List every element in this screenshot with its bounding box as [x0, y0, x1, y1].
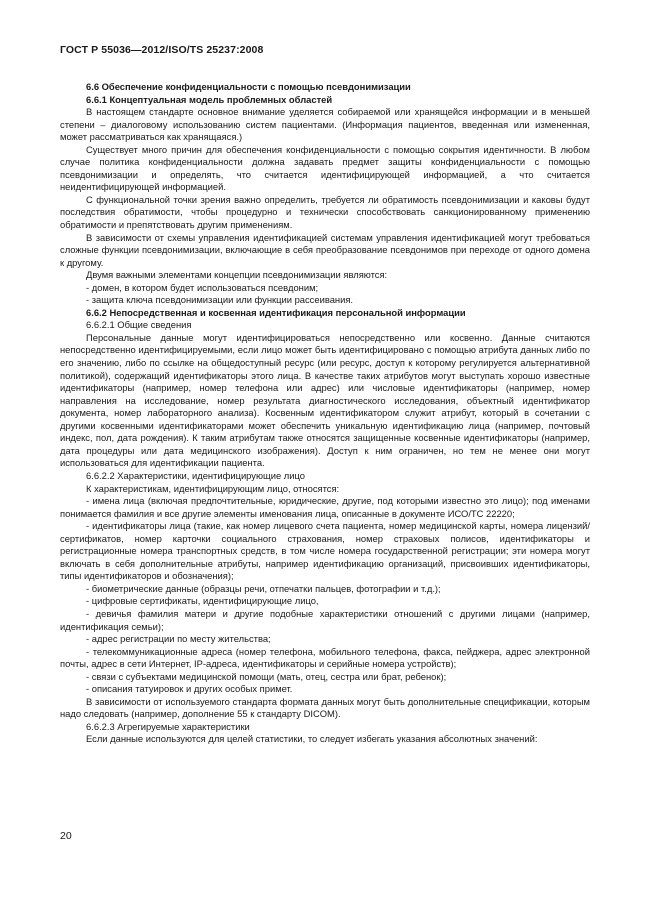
list-item: - телекоммуникационные адреса (номер телефона, мобильного телефона, факса, пейджера, адрес электронной почты, адрес в сети Интернет, IP-адреса, идентификаторы и серийные номера устройств);	[60, 645, 590, 670]
page-body	[60, 81, 590, 746]
list-item: - защита ключа псевдонимизации или функции рассеивания.	[86, 294, 354, 306]
document-header: ГОСТ Р 55036—2012/ISO/TS 25237:2008	[60, 44, 264, 56]
list-item: - девичья фамилия матери и другие подобные характеристики отношений с другими лицами (например, идентификация семьи);	[60, 607, 590, 632]
list-item: - биометрические данные (образцы речи, отпечатки пальцев, фотографии и т.д.);	[86, 582, 441, 594]
list-item: - идентификаторы лица (такие, как номер лицевого счета пациента, номер медицинской карты, номера лицензий/сертификатов, номер карточки социального страхования, номер страховых полисов, идентификаторы и регистрационные номера транспортных средств, в том числе номера государственной регистрации; эти номера могут включать в себя дополнительные атрибуты, например идентификацию организаций, присвоивших идентификаторы, типы идентификаторов и обозначения);	[60, 520, 590, 582]
section-heading-6-6: 6.6 Обеспечение конфиденциальности с помощью псевдонимизации	[86, 81, 411, 92]
section-heading-6-6-2: 6.6.2 Непосредственная и косвенная идентификация персональной информации	[86, 306, 466, 318]
paragraph: Если данные используются для целей статистики, то следует избегать указания абсолютных значений:	[86, 733, 538, 745]
subsection-heading: 6.6.2.3 Агрегируемые характеристики	[86, 720, 250, 732]
list-item: - домен, в котором будет использоваться псевдоним;	[86, 281, 319, 293]
list-item: - адрес регистрации по месту жительства;	[86, 633, 271, 645]
list-item: - имена лица (включая предпочтительные, юридические, другие, под которыми известно это лицо); под именами понимается фамилия и все другие элементы именования лица, описанные в документе ИСО/ТС 22220;	[60, 495, 590, 519]
list-item: - цифровые сертификаты, идентифицирующие лицо,	[86, 595, 319, 607]
paragraph: В зависимости от схемы управления идентификацией системам управления идентификацией могут требоваться сложные функции псевдонимизации, включающие в себя преобразование псевдонимов при переходе от одного домена к другому.	[60, 231, 590, 268]
paragraph: К характеристикам, идентифицирующим лицо, относятся:	[86, 482, 340, 494]
paragraph: Существует много причин для обеспечения конфиденциальности с помощью сокрытия идентичности. В любом случае политика конфиденциальности должна задавать предмет защиты конфиденциальности с помощью псевдонимизации и определять, что считается идентифицирующей информацией, а что считается неидентифицирующей информацией.	[60, 143, 590, 193]
paragraph: В настоящем стандарте основное внимание уделяется собираемой или хранящейся информации и в меньшей степени – диалоговому использованию систем пациентами. (Информация пациентов, введенная или измененная, может рассматриваться как хранящаяся.)	[60, 106, 590, 143]
paragraph: С функциональной точки зрения важно определить, требуется ли обратимость псевдонимизации и каковы будут последствия обратимости, чтобы процедурно и технически способствовать санкционированному применению обратимости и препятствовать другим применениям.	[60, 193, 590, 231]
paragraph: Персональные данные могут идентифицироваться непосредственно или косвенно. Данные считаются непосредственно идентифицируемыми, если лицо может быть идентифицировано с помощью атрибута данных либо по его значению, либо по ссылке на общедоступный ресурс (или ресурс, доступ к которому регулируется альтернативной политикой), содержащий идентификаторы этого лица. В качестве таких атрибутов могут выступать хорошо известные идентификаторы (например, номер телефона или адрес) или числовые идентификаторы (например, номер направления на исследование, номер результата диагностического исследования, объектный идентификатор документа, номер лабораторного анализа). Косвенным идентификатором служит атрибут, который в сочетании с другими косвенными идентификаторами может обеспечить уникальную идентификацию лица (например, почтовый индекс, пол, дата рождения). К таким атрибутам также относятся защищенные косвенные идентификаторы (например, дата процедуры или дата медицинского изображения). Доступ к ним ограничен, но тем не менее они могут использоваться для идентификации пациента.	[60, 331, 590, 469]
paragraph: Двумя важными элементами концепции псевдонимизации являются:	[86, 269, 388, 281]
subsection-heading: 6.6.2.1 Общие сведения	[86, 319, 192, 331]
subsection-heading: 6.6.2.2 Характеристики, идентифицирующие лицо	[86, 469, 305, 481]
paragraph: В зависимости от используемого стандарта формата данных могут быть дополнительные спецификации, которым надо следовать (например, дополнение 55 к стандарту DICOM).	[60, 695, 590, 720]
list-item: - связи с субъектами медицинской помощи (мать, отец, сестра или брат, ребенок);	[86, 670, 447, 682]
section-heading-6-6-1: 6.6.1 Концептуальная модель проблемных областей	[86, 93, 333, 105]
list-item: - описания татуировок и других особых примет.	[86, 683, 293, 695]
page-number: 20	[60, 830, 72, 842]
